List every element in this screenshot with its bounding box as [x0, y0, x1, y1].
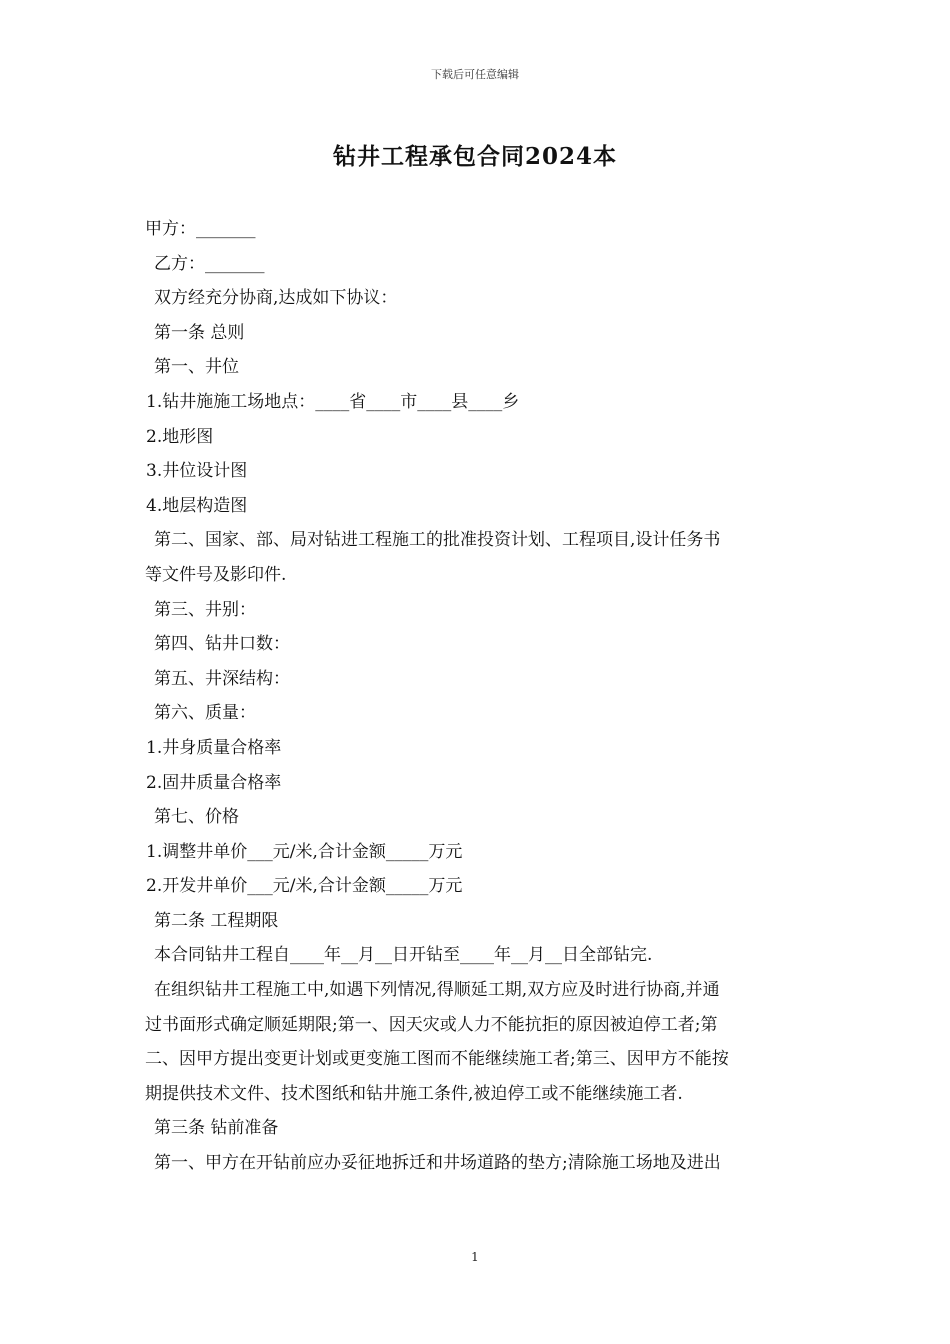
paragraph-line: 过书面形式确定顺延期限;第一、因天灾或人力不能抗拒的原因被迫停工者;第: [145, 1014, 718, 1035]
paragraph-line: 本合同钻井工程自____年__月__日开钻至____年__月__日全部钻完.: [154, 945, 653, 966]
paragraph-line: 第一、井位: [154, 357, 239, 378]
paragraph-line: 2.固井质量合格率: [146, 772, 282, 793]
paragraph-line: 2.开发井单价___元/米,合计金额_____万元: [146, 876, 463, 897]
paragraph-line: 第四、钻井口数：: [154, 634, 290, 655]
paragraph-line: 双方经充分协商,达成如下协议：: [154, 288, 398, 309]
document-body: [145, 212, 810, 1181]
paragraph-line: 第二条 工程期限: [154, 910, 279, 931]
paragraph-line: 2.地形图: [146, 426, 214, 447]
paragraph-line: 在组织钻井工程施工中,如遇下列情况,得顺延工期,双方应及时进行协商,并通: [154, 980, 720, 1001]
paragraph-line: 第一条 总则: [154, 322, 245, 343]
paragraph-line: 等文件号及影印件.: [145, 564, 287, 585]
paragraph-line: 甲方：_______: [145, 219, 256, 239]
paragraph-line: 3.井位设计图: [146, 461, 248, 482]
paragraph-line: 第七、价格: [154, 807, 239, 828]
paragraph-line: 1.钻井施施工场地点：____省____市____县____乡: [146, 391, 520, 412]
paragraph-line: 乙方：_______: [154, 253, 265, 274]
paragraph-line: 第五、井深结构：: [154, 668, 290, 689]
page-number: 1: [471, 1250, 479, 1264]
paragraph-line: 1.调整井单价___元/米,合计金额_____万元: [146, 841, 463, 862]
paragraph-line: 第三、井别：: [154, 599, 256, 620]
paragraph-line: 第三条 钻前准备: [154, 1118, 279, 1139]
paragraph-line: 第二、国家、部、局对钻进工程施工的批准投资计划、工程项目,设计任务书: [154, 530, 721, 551]
paragraph-line: 二、因甲方提出变更计划或更变施工图而不能继续施工者;第三、因甲方不能按: [145, 1049, 729, 1070]
document-title: 钻井工程承包合同2024本: [332, 143, 617, 170]
paragraph-line: 第一、甲方在开钻前应办妥征地拆迁和井场道路的垫方;清除施工场地及进出: [154, 1153, 721, 1174]
paragraph-line: 期提供技术文件、技术图纸和钻井施工条件,被迫停工或不能继续施工者.: [145, 1083, 683, 1104]
paragraph-line: 4.地层构造图: [146, 495, 248, 516]
paragraph-line: 第六、质量：: [154, 703, 256, 724]
paragraph-line: 1.井身质量合格率: [146, 737, 282, 758]
page-header: 下载后可任意编辑: [431, 68, 519, 81]
